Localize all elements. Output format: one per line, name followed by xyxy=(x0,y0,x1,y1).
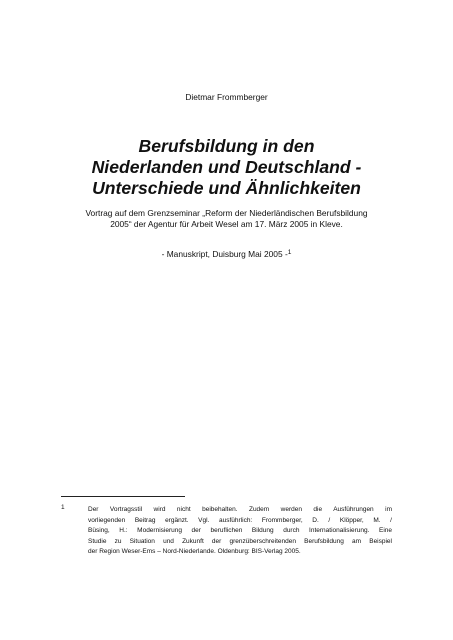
lecture-description xyxy=(60,208,393,231)
author-name: Dietmar Frommberger xyxy=(185,92,268,102)
footnote-line: der Region Weser-Ems – Nord-Niederlande. Oldenburg: BIS-Verlag 2005. xyxy=(88,548,301,556)
document-title xyxy=(40,136,413,199)
footnote-separator xyxy=(61,496,185,497)
footnote-marker: 1 xyxy=(61,504,65,511)
footnote-line: vorliegenden Beitrag ergänzt. Vgl. ausführlich: Frommberger, D. / Klöpper, M. / xyxy=(88,516,392,524)
description-line: Vortrag auf dem Grenzseminar „Reform der Niederländischen Berufsbildung xyxy=(85,208,368,218)
manuscript-note xyxy=(0,249,453,260)
title-line: Niederlanden und Deutschland - xyxy=(91,157,362,177)
footnote-line: Büsing, H.: Modernisierung der beruflichen Bildung durch Internationalisierung. Eine xyxy=(88,527,392,535)
description-line: 2005“ der Agentur für Arbeit Wesel am 17. März 2005 in Kleve. xyxy=(110,219,343,230)
footnote-line: Der Vortragsstil wird nicht beibehalten. Zudem werden die Ausführungen im xyxy=(88,506,392,513)
footnote-line: Studie zu Situation und Zukunft der grenzüberschreitenden Berufsbildung am Beispiel xyxy=(88,537,392,545)
title-line: Unterschiede und Ähnlichkeiten xyxy=(92,178,361,198)
footnote-reference: 1 xyxy=(287,249,292,256)
footnote-text xyxy=(88,505,392,558)
title-line: Berufsbildung in den xyxy=(138,136,315,156)
manuscript-text: - Manuskript, Duisburg Mai 2005 - xyxy=(161,249,288,259)
